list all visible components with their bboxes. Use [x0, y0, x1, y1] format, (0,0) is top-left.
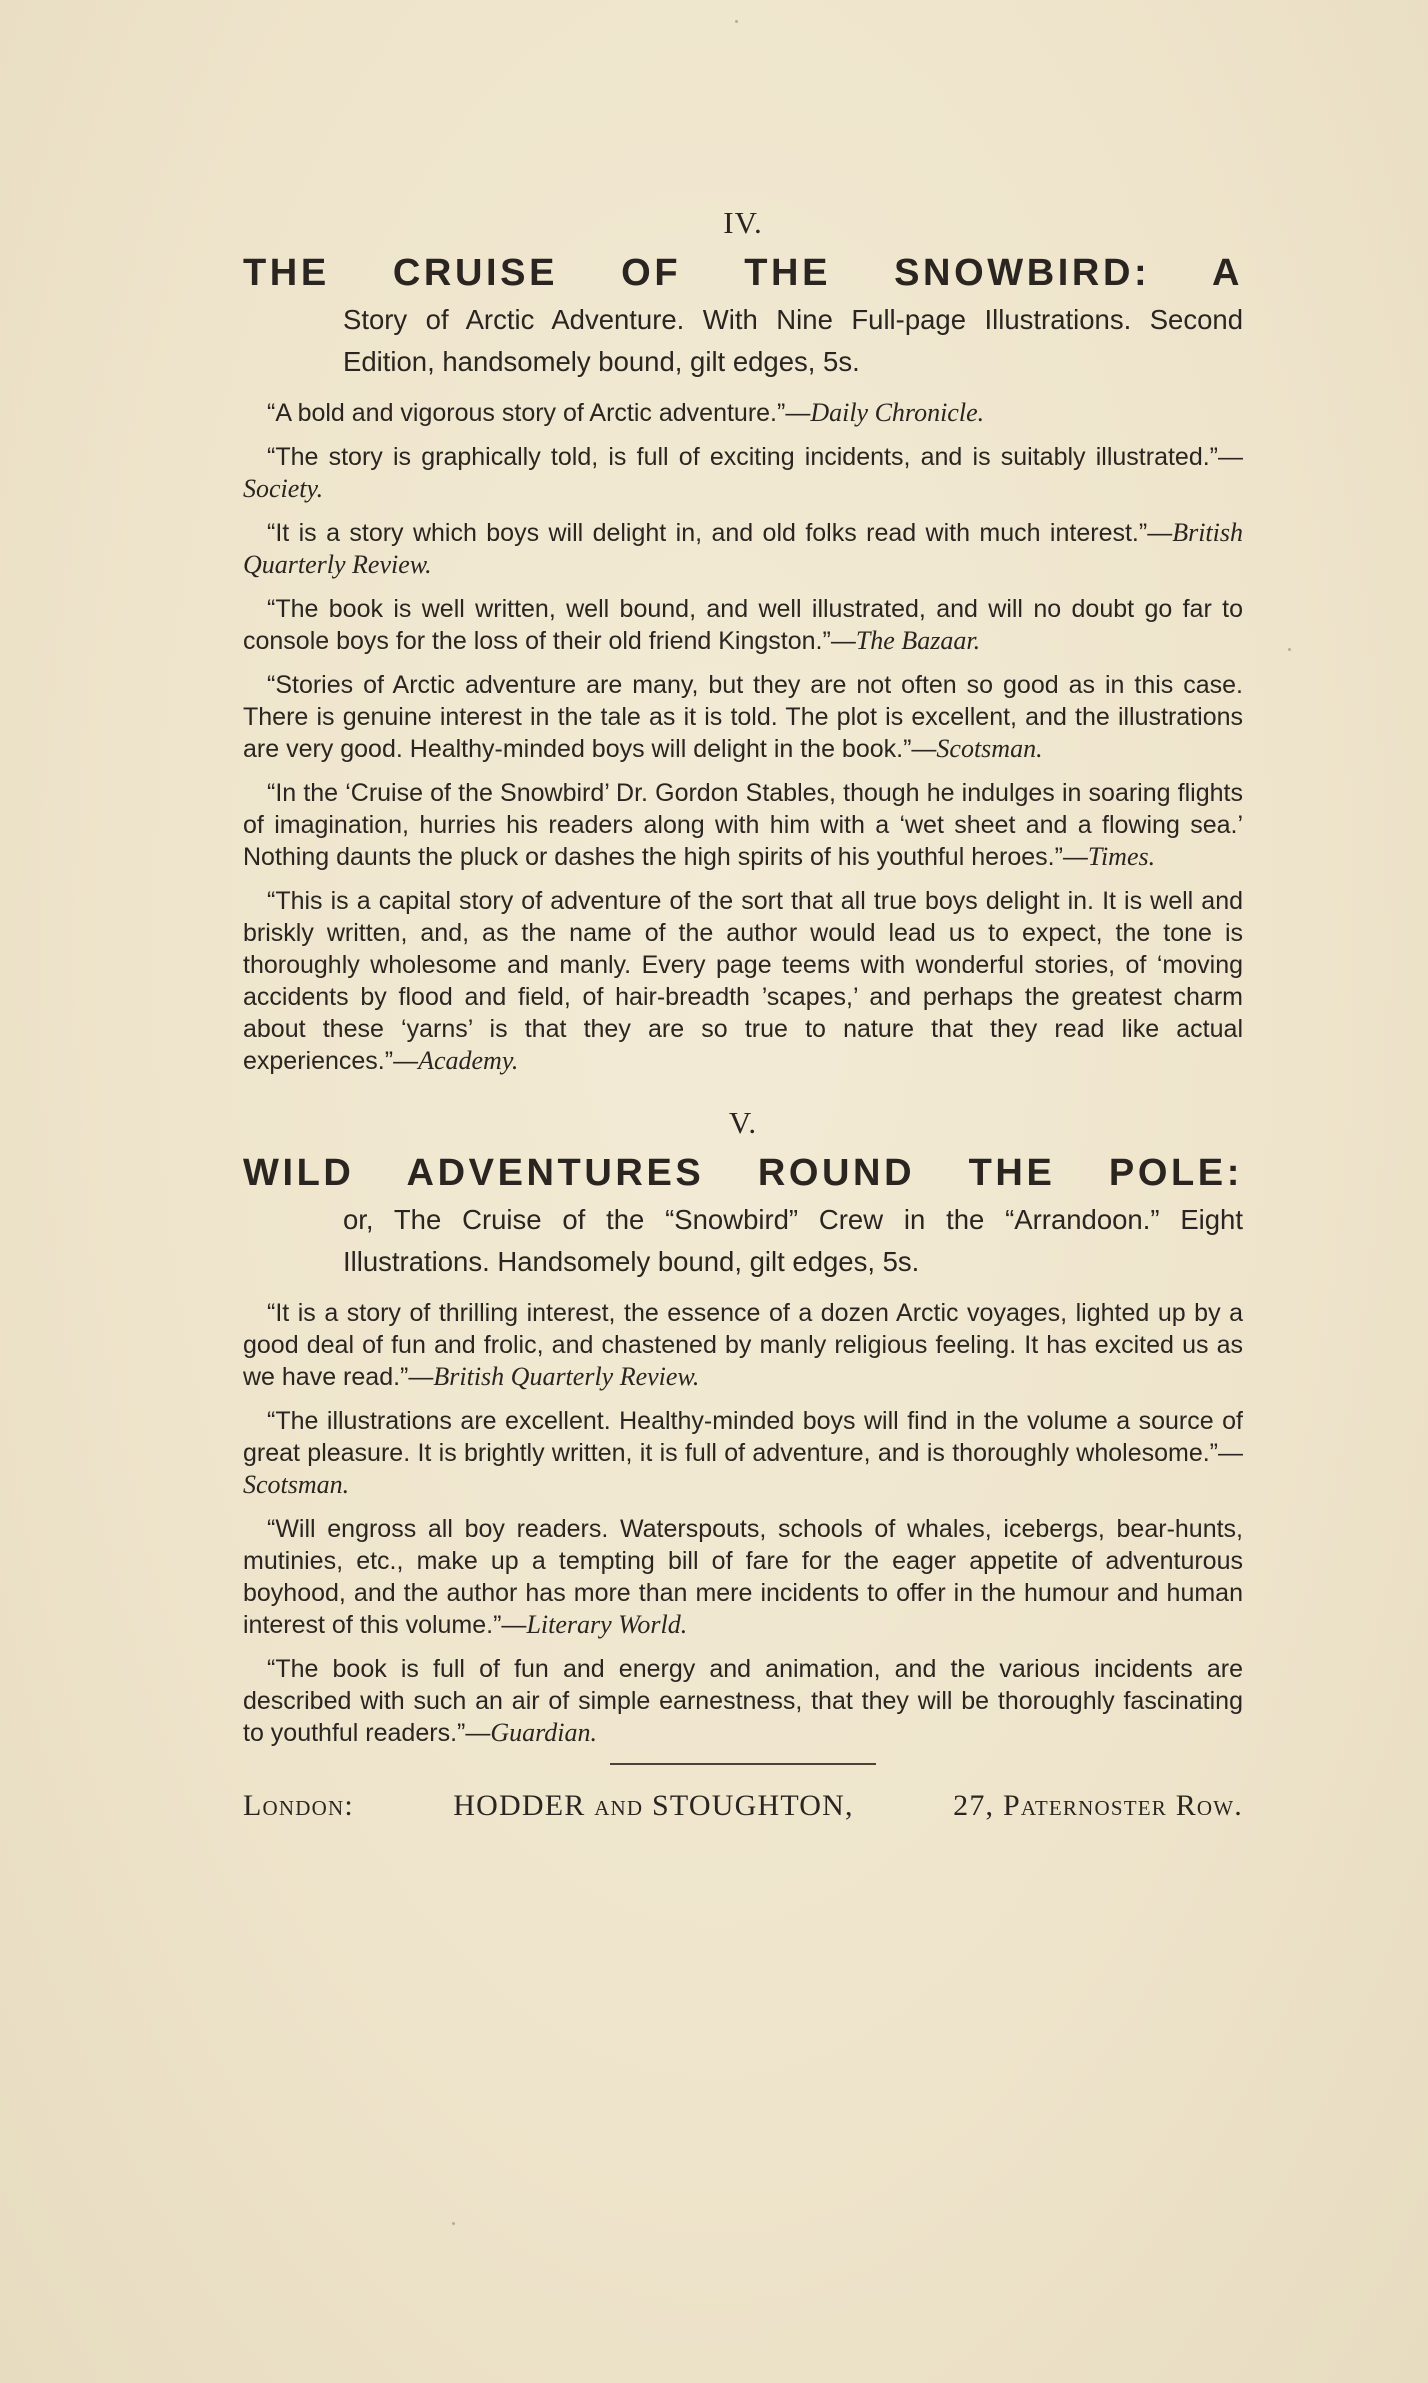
- review-quote: [243, 777, 1243, 873]
- review-quote: [243, 517, 1243, 581]
- publisher-imprint: [243, 1789, 1243, 1823]
- review-text: “In the ‘Cruise of the Snowbird’ Dr. Gordon Stables, though he indulges in soaring flights of imagination, hurries his readers along with him with a ‘wet sheet and a flowing sea.’ Nothing daunts the pluck or dashes the high spirits of his youthful heroes.”—: [243, 779, 1243, 871]
- review-quote: [243, 1297, 1243, 1393]
- imprint-publisher: HODDER and STOUGHTON,: [453, 1789, 854, 1822]
- review-text: “This is a capital story of adventure of the sort that all true boys delight in. It is well and briskly written, and, as the name of the author would lead us to expect, the tone is thoroughly wholesome and manly. Every page teems with wonderful stories, of ‘moving accidents by flood and field, of hair-breadth ’scapes,’ and perhaps the greatest charm about these ‘yarns’ is that they are so true to nature that they read like actual experiences.”—: [243, 887, 1243, 1075]
- paper-speck: [452, 2222, 455, 2225]
- divider-rule: [610, 1763, 876, 1765]
- section-number: IV.: [723, 205, 763, 240]
- review-source: Scotsman.: [243, 1470, 350, 1499]
- review-quote: [243, 669, 1243, 765]
- review-text: “It is a story of thrilling interest, the essence of a dozen Arctic voyages, lighted up by a good deal of fun and frolic, and chastened by manly religious feeling. It has excited us as we have read.”—: [243, 1299, 1243, 1391]
- paper-speck: [735, 20, 738, 23]
- book-description: or, The Cruise of the “Snowbird” Crew in the “Arrandoon.” Eight Illustrations. Handsomely bound, gilt edges, 5s.: [343, 1204, 1243, 1277]
- book-description: Story of Arctic Adventure. With Nine Full-page Illustrations. Second Edition, handsomely bound, gilt edges, 5s.: [343, 304, 1243, 377]
- section-number: V.: [728, 1105, 758, 1140]
- review-source: Society.: [243, 474, 324, 503]
- review-text: “The book is well written, well bound, and well illustrated, and will no doubt go far to console boys for the loss of their old friend Kingston.”—: [243, 595, 1243, 655]
- book-title: WILD ADVENTURES ROUND THE POLE:: [243, 1152, 1243, 1194]
- review-source: Academy.: [418, 1046, 519, 1075]
- review-quote: [243, 1513, 1243, 1641]
- review-quote: [243, 885, 1243, 1077]
- imprint-address: 27, Paternoster Row.: [953, 1789, 1243, 1822]
- review-text: “A bold and vigorous story of Arctic adventure.”—: [267, 399, 811, 427]
- book-title: THE CRUISE OF THE SNOWBIRD: A: [243, 252, 1243, 294]
- review-quote: [243, 593, 1243, 657]
- imprint-city: London:: [243, 1789, 354, 1822]
- review-source: British Quarterly Review.: [243, 518, 1243, 579]
- review-source: Guardian.: [490, 1718, 597, 1747]
- review-text: “The illustrations are excellent. Healthy-minded boys will find in the volume a source of great pleasure. It is brightly written, it is full of adventure, and is thoroughly wholesome.”—: [243, 1407, 1243, 1467]
- review-source: Times.: [1087, 842, 1156, 871]
- review-text: “It is a story which boys will delight in, and old folks read with much interest.”—: [267, 519, 1173, 547]
- review-source: Daily Chronicle.: [810, 398, 985, 427]
- review-source: British Quarterly Review.: [433, 1362, 700, 1391]
- review-quote: [243, 1405, 1243, 1501]
- review-text: “Will engross all boy readers. Waterspouts, schools of whales, icebergs, bear-hunts, mutinies, etc., make up a tempting bill of fare for the eager appetite of adventurous boyhood, and the author has more than mere incidents to offer in the humour and human interest of this volume.”—: [243, 1515, 1243, 1639]
- review-text: “Stories of Arctic adventure are many, but they are not often so good as in this case. There is genuine interest in the tale as it is told. The plot is excellent, and the illustrations are very good. Healthy-minded boys will delight in the book.”—: [243, 671, 1243, 763]
- review-source: Scotsman.: [936, 734, 1043, 763]
- review-source: The Bazaar.: [855, 626, 981, 655]
- review-source: Literary World.: [526, 1610, 688, 1639]
- page-content: [243, 205, 1243, 1823]
- review-text: “The story is graphically told, is full of exciting incidents, and is suitably illustrated.”—: [267, 443, 1243, 471]
- paper-speck: [1288, 648, 1291, 651]
- review-quote: [243, 397, 1243, 429]
- review-quote: [243, 441, 1243, 505]
- review-text: “The book is full of fun and energy and animation, and the various incidents are described with such an air of simple earnestness, that they will be thoroughly fascinating to youthful readers.”—: [243, 1655, 1243, 1747]
- review-quote: [243, 1653, 1243, 1749]
